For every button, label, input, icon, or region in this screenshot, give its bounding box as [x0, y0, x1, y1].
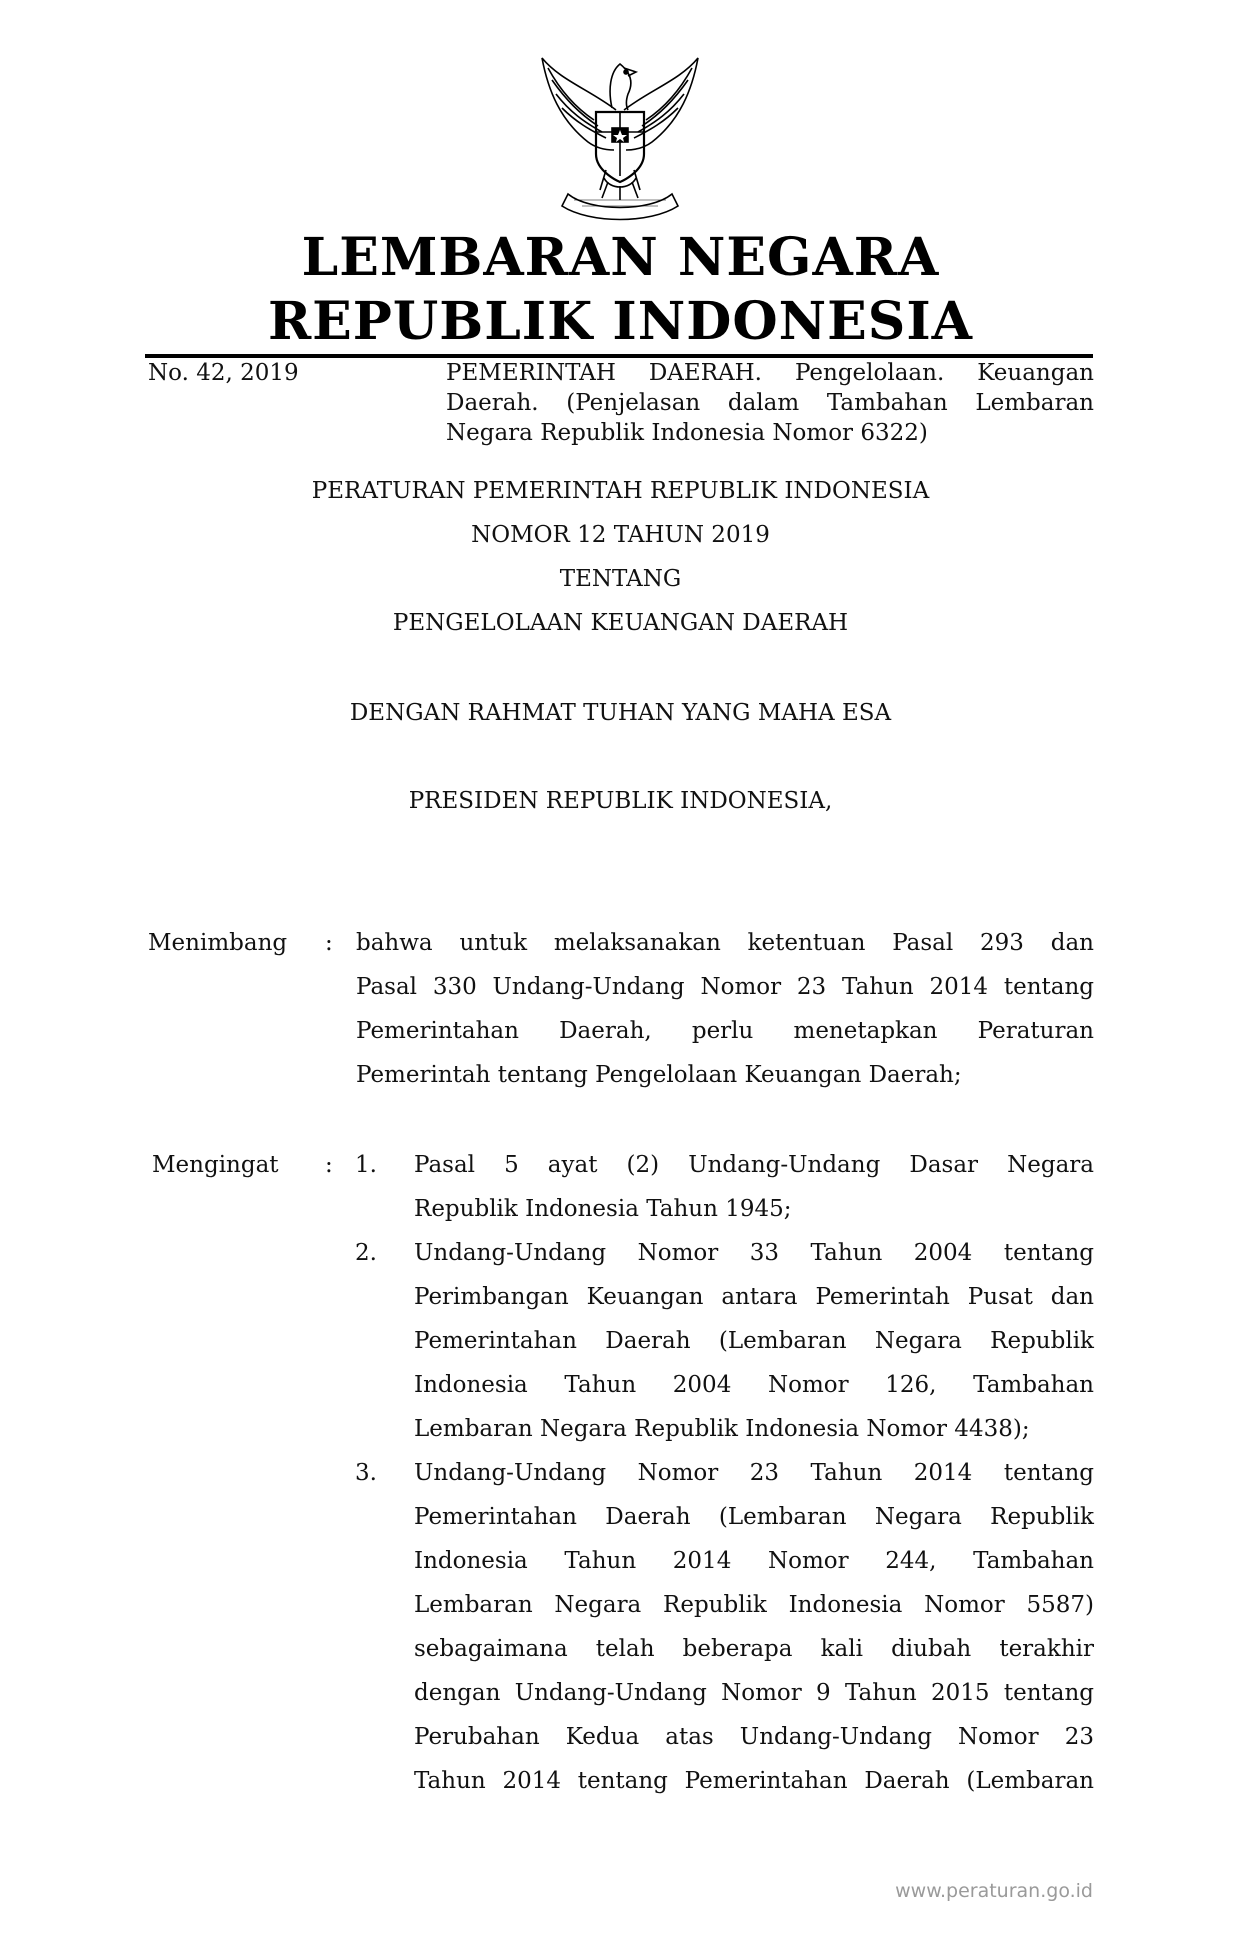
regulation-title: PERATURAN PEMERINTAH REPUBLIK INDONESIA	[311, 478, 930, 504]
gazette-number: No. 42, 2019	[148, 360, 299, 386]
menimbang-label: Menimbang	[148, 930, 288, 956]
menimbang-line: bahwa untuk melaksanakan ketentuan Pasal 293 dan	[356, 930, 1094, 956]
mengingat-item-line: Undang-Undang Nomor 23 Tahun 2014 tentang	[414, 1460, 1094, 1486]
mengingat-item-line: Pemerintahan Daerah (Lembaran Negara Republik	[414, 1504, 1094, 1530]
menimbang-colon: :	[325, 930, 333, 956]
mengingat-item-3	[414, 1451, 1094, 1803]
regulation-number: NOMOR 12 TAHUN 2019	[471, 522, 770, 548]
regulation-tentang: TENTANG	[559, 566, 682, 592]
gazette-description-line: PEMERINTAH DAERAH. Pengelolaan. Keuangan	[446, 360, 1094, 386]
mengingat-item-line: Perubahan Kedua atas Undang-Undang Nomor 23	[414, 1724, 1094, 1750]
gazette-description-line: Negara Republik Indonesia Nomor 6322)	[446, 420, 928, 446]
mengingat-item-line: Tahun 2014 tentang Pemerintahan Daerah (Lembaran	[414, 1768, 1094, 1794]
mengingat-item-line: dengan Undang-Undang Nomor 9 Tahun 2015 tentang	[414, 1680, 1094, 1706]
gazette-description-line: Daerah. (Penjelasan dalam Tambahan Lembaran	[446, 390, 1094, 416]
mengingat-item-line: Indonesia Tahun 2014 Nomor 244, Tambahan	[414, 1548, 1094, 1574]
menimbang-text	[356, 921, 1094, 1097]
menimbang-line: Pasal 330 Undang-Undang Nomor 23 Tahun 2014 tentang	[356, 974, 1094, 1000]
mengingat-item-number: 1.	[355, 1152, 377, 1178]
mengingat-item-line: Lembaran Negara Republik Indonesia Nomor 4438);	[414, 1416, 1030, 1442]
mengingat-item-line: Undang-Undang Nomor 33 Tahun 2004 tentang	[414, 1240, 1094, 1266]
masthead-line-1: LEMBARAN NEGARA	[301, 227, 940, 288]
president-line: PRESIDEN REPUBLIK INDONESIA,	[408, 788, 833, 814]
mengingat-item-line: Republik Indonesia Tahun 1945;	[414, 1196, 792, 1222]
garuda-pancasila-emblem-icon	[530, 50, 710, 226]
mengingat-item-line: Pemerintahan Daerah (Lembaran Negara Republik	[414, 1328, 1094, 1354]
menimbang-line: Pemerintahan Daerah, perlu menetapkan Peraturan	[356, 1018, 1094, 1044]
mengingat-colon: :	[325, 1152, 333, 1178]
mengingat-item-1	[414, 1143, 1094, 1231]
regulation-subject: PENGELOLAAN KEUANGAN DAERAH	[392, 610, 849, 636]
mengingat-label: Mengingat	[152, 1152, 279, 1178]
gazette-description	[446, 358, 1094, 448]
invocation: DENGAN RAHMAT TUHAN YANG MAHA ESA	[349, 700, 892, 726]
mengingat-item-line: Lembaran Negara Republik Indonesia Nomor 5587)	[414, 1592, 1094, 1618]
masthead-line-2: REPUBLIK INDONESIA	[267, 291, 974, 352]
footer-url: www.peraturan.go.id	[895, 1880, 1093, 1902]
menimbang-line: Pemerintah tentang Pengelolaan Keuangan Daerah;	[356, 1062, 962, 1088]
mengingat-item-number: 2.	[355, 1240, 377, 1266]
mengingat-item-number: 3.	[355, 1460, 377, 1486]
mengingat-item-line: Indonesia Tahun 2004 Nomor 126, Tambahan	[414, 1372, 1094, 1398]
mengingat-item-line: Pasal 5 ayat (2) Undang-Undang Dasar Negara	[414, 1152, 1094, 1178]
mengingat-item-line: sebagaimana telah beberapa kali diubah terakhir	[414, 1636, 1094, 1662]
mengingat-item-2	[414, 1231, 1094, 1451]
mengingat-item-line: Perimbangan Keuangan antara Pemerintah Pusat dan	[414, 1284, 1094, 1310]
